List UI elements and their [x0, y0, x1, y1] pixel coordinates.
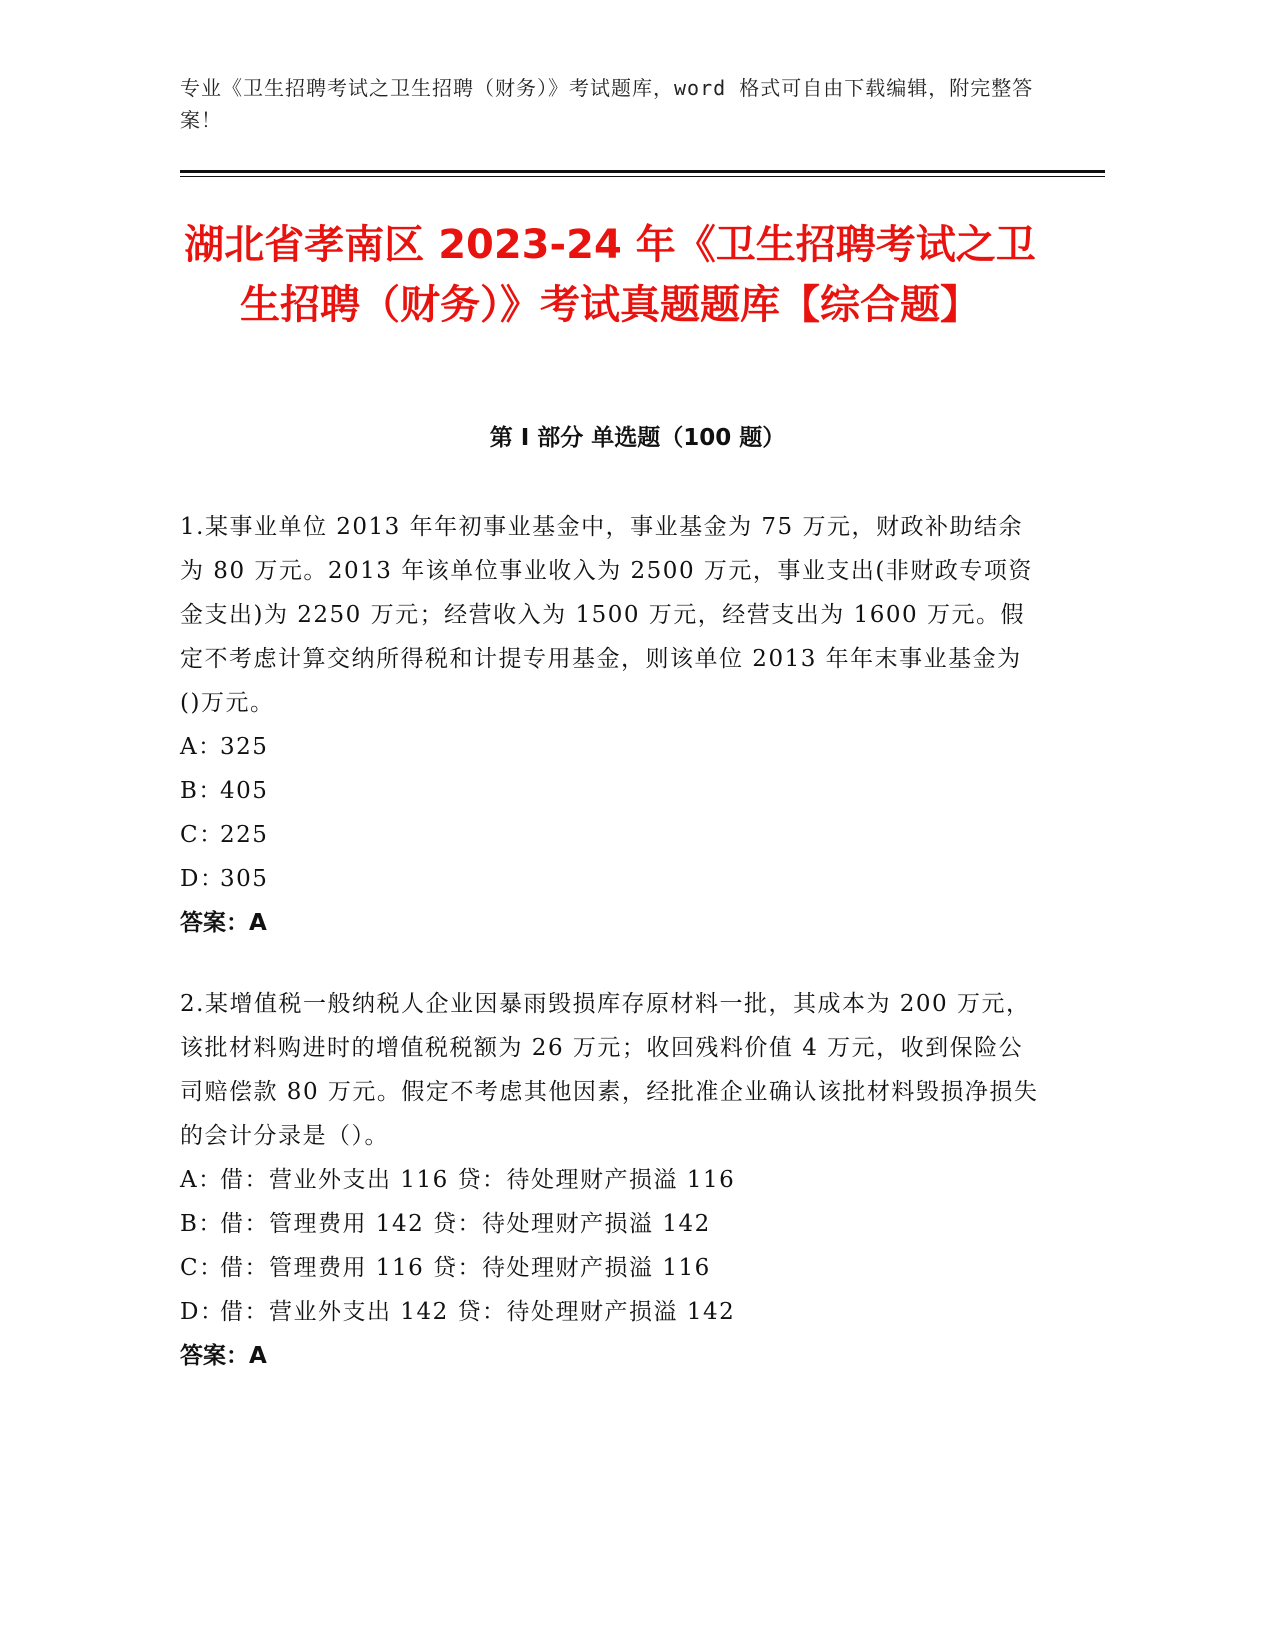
option-letter: A：	[180, 734, 223, 760]
option-c	[180, 1246, 1040, 1290]
option-letter: D：	[180, 1299, 225, 1325]
option-d	[180, 857, 1040, 901]
option-text: 305	[220, 866, 269, 892]
option-b	[180, 1202, 1040, 1246]
option-text: 325	[220, 734, 269, 760]
section-heading: 第 I 部分 单选题（100 题）	[489, 425, 786, 451]
question-stem: 1.某事业单位 2013 年年初事业基金中，事业基金为 75 万元，财政补助结余为 80 万元。2013 年该单位事业收入为 2500 万元，事业支出(非财政专项资金支出)为 2250 万元；经营收入为 1500 万元，经营支出为 1600 万元。假定不考虑计算交纳所得税和计提专用基金，则该单位 2013 年年末事业基金为()万元。	[180, 514, 1033, 716]
option-letter: C：	[180, 822, 224, 848]
header-note: 专业《卫生招聘考试之卫生招聘（财务）》考试题库，word 格式可自由下载编辑，附完整答案！	[180, 76, 1034, 132]
question-2	[180, 982, 1040, 1378]
option-a	[180, 725, 1040, 769]
option-text: 405	[220, 778, 269, 804]
header-divider-thick	[180, 170, 1105, 173]
question-stem: 2.某增值税一般纳税人企业因暴雨毁损库存原材料一批，其成本为 200 万元，该批材料购进时的增值税税额为 26 万元；收回残料价值 4 万元，收到保险公司赔偿款 80 万元。假定不考虑其他因素，经批准企业确认该批材料毁损净损失的会计分录是（）。	[180, 991, 1039, 1149]
header-divider-thin	[180, 176, 1105, 177]
option-text: 借：营业外支出 116 贷：待处理财产损溢 116	[220, 1167, 736, 1193]
answer-line: 答案：A	[180, 910, 267, 936]
question-1	[180, 505, 1040, 945]
option-letter: C：	[180, 1255, 224, 1281]
option-c	[180, 813, 1040, 857]
option-text: 借：管理费用 116 贷：待处理财产损溢 116	[220, 1255, 711, 1281]
option-d	[180, 1290, 1040, 1334]
option-letter: A：	[180, 1167, 223, 1193]
option-letter: B：	[180, 1211, 223, 1237]
option-b	[180, 769, 1040, 813]
document-title: 湖北省孝南区 2023-24 年《卫生招聘考试之卫生招聘（财务）》考试真题题库【综合题】	[184, 222, 1036, 328]
option-letter: B：	[180, 778, 223, 804]
option-text: 借：营业外支出 142 贷：待处理财产损溢 142	[220, 1299, 736, 1325]
option-a	[180, 1158, 1040, 1202]
option-text: 225	[220, 822, 269, 848]
answer-line: 答案：A	[180, 1343, 267, 1369]
option-letter: D：	[180, 866, 225, 892]
option-text: 借：管理费用 142 贷：待处理财产损溢 142	[220, 1211, 711, 1237]
